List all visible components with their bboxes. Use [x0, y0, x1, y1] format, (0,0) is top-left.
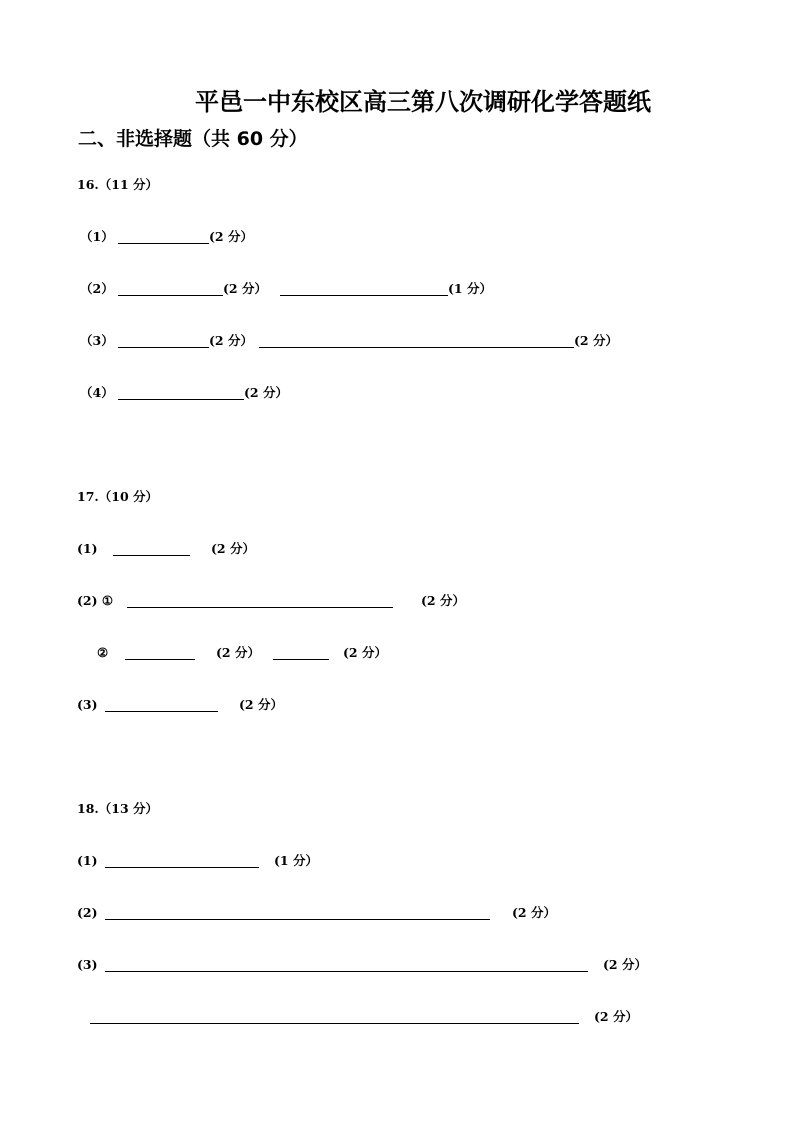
q17-p2a-label: (2) ①: [77, 593, 114, 608]
section-heading: 二、非选择题（共 60 分）: [78, 128, 308, 150]
q16-header: 16.（11 分）: [77, 177, 158, 192]
q18-p3-label: (3): [77, 957, 98, 972]
q16-p3-answer-line-2[interactable]: [259, 347, 574, 348]
q18-p1-answer-line[interactable]: [105, 867, 259, 868]
q18-p3-score-2: (2 分）: [594, 1009, 638, 1024]
q17-p1-label: (1): [77, 541, 98, 556]
q16-p3-score-1: (2 分）: [209, 333, 253, 348]
q16-p4-label: （4）: [80, 385, 114, 400]
q16-p4-answer-line[interactable]: [118, 399, 244, 400]
q16-p2-answer-line-1[interactable]: [118, 295, 223, 296]
q18-p1-label: (1): [77, 853, 98, 868]
q16-p3-score-2: (2 分）: [574, 333, 618, 348]
q17-p3-answer-line[interactable]: [105, 711, 218, 712]
q18-p2-score: (2 分）: [512, 905, 556, 920]
q17-p2b-score-1: (2 分）: [216, 645, 260, 660]
q18-p2-answer-line[interactable]: [105, 919, 490, 920]
q17-p2a-score: (2 分）: [421, 593, 465, 608]
q18-header: 18.（13 分）: [77, 801, 158, 816]
q16-p2-label: （2）: [80, 281, 114, 296]
q16-p2-answer-line-2[interactable]: [280, 295, 448, 296]
q18-p2-label: (2): [77, 905, 98, 920]
q16-p1-score: (2 分）: [209, 229, 253, 244]
q17-p1-score: (2 分）: [211, 541, 255, 556]
q18-p3-answer-line-1[interactable]: [105, 971, 588, 972]
q18-p1-score: (1 分）: [274, 853, 318, 868]
q18-p3-score-1: (2 分）: [603, 957, 647, 972]
q17-p2b-score-2: (2 分）: [343, 645, 387, 660]
q16-p3-label: （3）: [80, 333, 114, 348]
q16-p2-score-1: (2 分）: [223, 281, 267, 296]
q16-p4-score: (2 分）: [244, 385, 288, 400]
q17-p2b-label: ②: [97, 645, 109, 660]
q17-p1-answer-line[interactable]: [113, 555, 190, 556]
q17-p2a-answer-line[interactable]: [127, 607, 393, 608]
q16-p1-label: （1）: [80, 229, 114, 244]
q17-p3-score: (2 分）: [239, 697, 283, 712]
q17-p3-label: (3): [77, 697, 98, 712]
q16-p1-answer-line[interactable]: [118, 243, 209, 244]
q17-p2b-answer-line-1[interactable]: [125, 659, 195, 660]
q16-p2-score-2: (1 分）: [448, 281, 492, 296]
q18-p3-answer-line-2[interactable]: [90, 1023, 579, 1024]
q17-p2b-answer-line-2[interactable]: [273, 659, 329, 660]
page-title: 平邑一中东校区高三第八次调研化学答题纸: [195, 88, 651, 116]
q16-p3-answer-line-1[interactable]: [118, 347, 209, 348]
q17-header: 17.（10 分）: [77, 489, 158, 504]
